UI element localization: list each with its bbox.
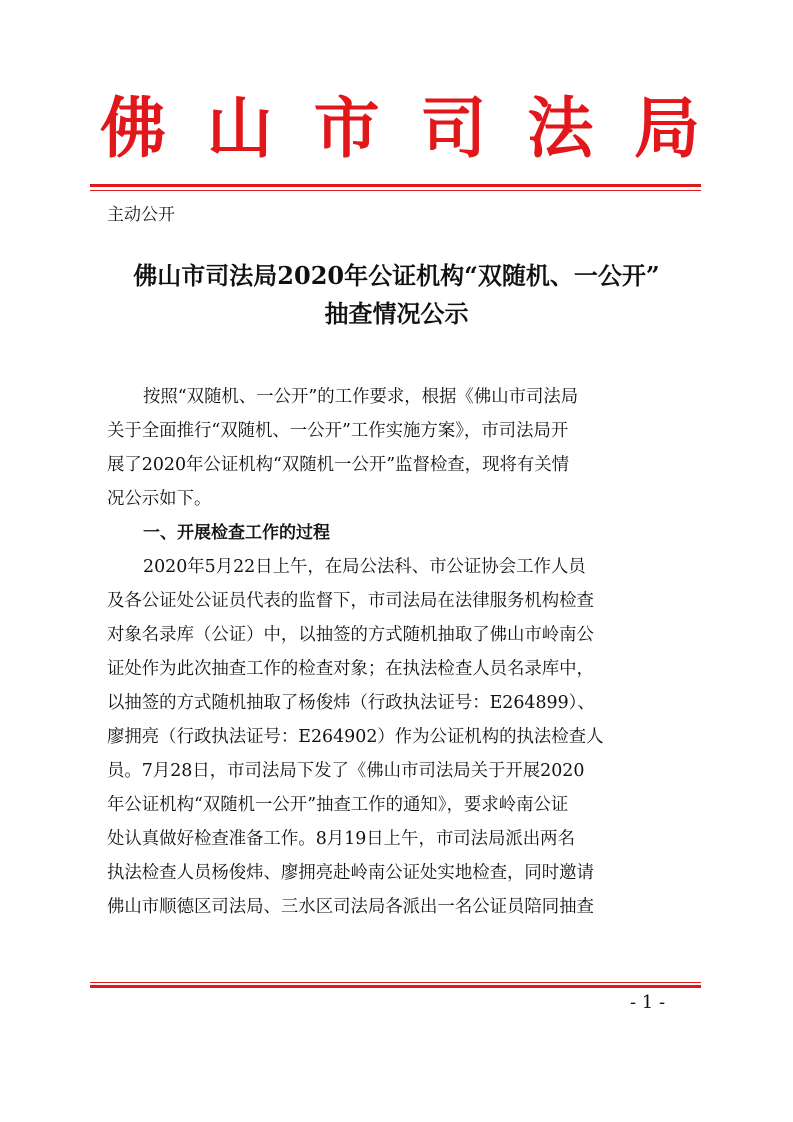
body-line: 廖拥亮（行政执法证号：E264902）作为公证机构的执法检查人 (107, 727, 604, 747)
body-line: 执法检查人员杨俊炜、廖拥亮赴岭南公证处实地检查，同时邀请 (107, 863, 594, 883)
body-line: 证处作为此次抽查工作的检查对象；在执法检查人员名录库中， (107, 659, 594, 679)
document-body (107, 380, 693, 924)
footer-rule-thin (90, 982, 701, 983)
masthead-char-4: 司 (420, 89, 487, 167)
body-line: 及各公证处公证员代表的监督下，市司法局在法律服务机构检查 (107, 591, 594, 611)
masthead-char-3: 市 (313, 89, 380, 167)
body-line: 以抽签的方式随机抽取了杨俊炜（行政执法证号：E264899）、 (107, 693, 595, 713)
masthead-char-2: 山 (206, 89, 273, 167)
masthead-char-6: 局 (633, 89, 700, 167)
section-heading: 一、开展检查工作的过程 (143, 523, 330, 543)
body-line: 对象名录库（公证）中，以抽签的方式随机抽取了佛山市岭南公 (107, 625, 594, 645)
body-line: 况公示如下。 (107, 489, 212, 509)
body-line: 佛山市顺德区司法局、三水区司法局各派出一名公证员陪同抽查 (107, 897, 594, 917)
header-rule-thick (90, 184, 701, 187)
page-number: - 1 - (630, 992, 666, 1013)
body-line: 年公证机构“双随机一公开”抽查工作的通知》，要求岭南公证 (107, 795, 569, 815)
document-title (100, 257, 693, 333)
org-masthead (100, 88, 700, 168)
body-line: 员。7月28日，市司法局下发了《佛山市司法局关于开展2020 (107, 761, 585, 781)
body-line: 按照“双随机、一公开”的工作要求，根据《佛山市司法局 (143, 387, 579, 407)
footer-rule-thick (90, 985, 701, 988)
header-rule-thin (90, 190, 701, 191)
disclosure-label: 主动公开 (107, 205, 175, 225)
masthead-char-1: 佛 (100, 89, 166, 167)
body-line: 展了2020年公证机构“双随机一公开”监督检查，现将有关情 (107, 455, 570, 475)
body-line: 处认真做好检查准备工作。8月19日上午，市司法局派出两名 (107, 829, 575, 849)
body-line: 关于全面推行“双随机、一公开”工作实施方案》，市司法局开 (107, 421, 569, 441)
title-line-2: 抽查情况公示 (324, 299, 469, 328)
title-line-1: 佛山市司法局2020年公证机构“双随机、一公开” (133, 261, 660, 290)
masthead-char-5: 法 (527, 89, 594, 167)
body-line: 2020年5月22日上午，在局公法科、市公证协会工作人员 (143, 557, 586, 577)
